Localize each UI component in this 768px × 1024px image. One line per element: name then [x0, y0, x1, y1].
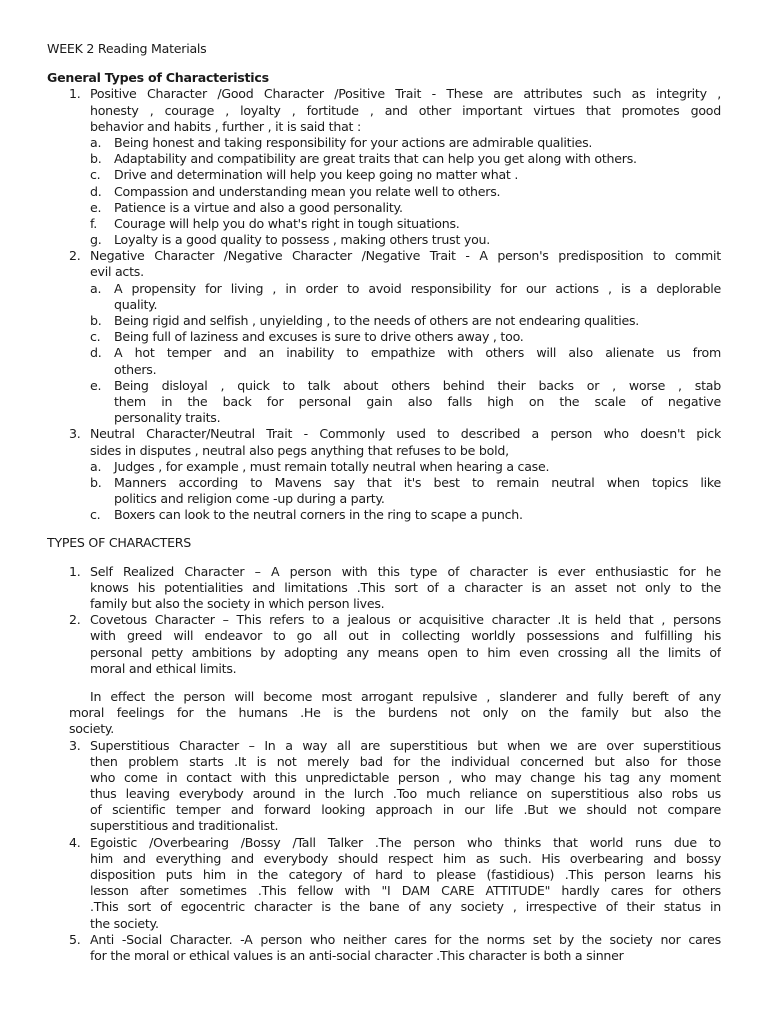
- list-number: b.: [90, 151, 102, 167]
- sub-item-line: [47, 345, 721, 361]
- line-text: Patience is a virtue and also a good personality.: [114, 199, 403, 215]
- sub-item-line: [47, 184, 721, 200]
- list-number: c.: [90, 167, 101, 183]
- list-number: c.: [90, 507, 101, 523]
- line-text: personal petty ambitions by adopting any means open to him even crossing all the limits of: [90, 644, 721, 660]
- line-text: honesty , courage , loyalty , fortitude , and other important virtues that promotes good: [90, 102, 721, 118]
- list-item-line: [47, 883, 721, 899]
- list-item-line: [47, 916, 721, 932]
- spacer: [47, 552, 721, 564]
- list-number: e.: [90, 199, 102, 215]
- paragraph-line: [47, 705, 721, 721]
- line-text: superstitious and traditionalist.: [90, 818, 279, 834]
- line-text: Being honest and taking responsibility for your actions are admirable qualities.: [114, 134, 593, 150]
- line-text: Courage will help you do what's right in tough situations.: [114, 215, 460, 231]
- list-number: a.: [90, 458, 102, 474]
- list-item-line: [47, 948, 721, 964]
- section-title: General Types of Characteristics: [47, 70, 269, 86]
- list-number: d.: [90, 183, 102, 199]
- list-number: 1.: [69, 563, 81, 579]
- section-title: TYPES OF CHARACTERS: [47, 535, 192, 551]
- line-text: A propensity for living , in order to avoid responsibility for our actions , is a deplorable: [114, 280, 721, 296]
- document-body: [47, 41, 721, 964]
- list-item-line: [47, 248, 721, 264]
- list-item-line: [47, 645, 721, 661]
- sub-item-line: [47, 297, 721, 313]
- line-text: him and everything and everybody should respect him as such. His overbearing and bossy: [90, 850, 721, 866]
- line-text: Adaptability and compatibility are great traits that can help you get along with others.: [114, 151, 637, 167]
- list-item-line: [47, 596, 721, 612]
- list-item-line: [47, 86, 721, 102]
- list-item-line: [47, 443, 721, 459]
- line-text: politics and religion come -up during a party.: [114, 491, 385, 507]
- paragraph-line: [47, 721, 721, 737]
- list-item-line: [47, 738, 721, 754]
- line-text: family but also the society in which person lives.: [90, 596, 385, 611]
- line-text: others.: [114, 361, 157, 377]
- list-item-line: [47, 770, 721, 786]
- sub-item-line: [47, 378, 721, 394]
- line-text: then problem starts .It is not merely bad for the individual concerned but also for those: [90, 753, 721, 769]
- line-text: Being full of laziness and excuses is sure to drive others away , too.: [114, 329, 524, 345]
- line-text: disposition puts him in the category of hard to please (fastidious) .This person learns his: [90, 867, 721, 882]
- list-item-line: [47, 786, 721, 802]
- line-text: behavior and habits , further , it is said that :: [90, 118, 361, 134]
- list-item-line: [47, 818, 721, 834]
- list-item-line: [47, 264, 721, 280]
- list-number: 1.: [69, 86, 81, 102]
- line-text: personality traits.: [114, 410, 221, 426]
- line-text: Loyalty is a good quality to possess , making others trust you.: [114, 232, 491, 248]
- spacer: [47, 677, 721, 689]
- list-item-line: [47, 564, 721, 580]
- spacer: [47, 523, 721, 535]
- line-text: society.: [69, 721, 115, 737]
- list-number: e.: [90, 377, 102, 393]
- list-number: 5.: [69, 931, 81, 947]
- paragraph-line: [47, 689, 721, 705]
- list-item-line: [47, 754, 721, 770]
- line-text: the society.: [90, 915, 159, 931]
- line-text: Being rigid and selfish , unyielding , to the needs of others are not endearing qualities.: [114, 313, 640, 328]
- list-item-line: [47, 628, 721, 644]
- line-text: Negative Character /Negative Character /Negative Trait - A person's predisposition to commit: [90, 248, 721, 264]
- list-item-line: [47, 835, 721, 851]
- line-text: evil acts.: [90, 264, 144, 280]
- line-text: knows his potentialities and limitations .This sort of a character is an asset not only to the: [90, 579, 721, 595]
- line-text: Drive and determination will help you keep going no matter what .: [114, 167, 519, 183]
- list-number: c.: [90, 329, 101, 345]
- line-text: Anti -Social Character. -A person who neither cares for the norms set by the society nor cares: [90, 931, 721, 947]
- list-number: b.: [90, 474, 102, 490]
- line-text: Compassion and understanding mean you relate well to others.: [114, 183, 501, 199]
- line-text: Being disloyal , quick to talk about others behind their backs or , worse , stab: [114, 377, 721, 393]
- list-item-line: [47, 426, 721, 442]
- line-text: quality.: [114, 296, 158, 312]
- list-number: 4.: [69, 834, 81, 850]
- header-title: WEEK 2 Reading Materials: [47, 41, 207, 56]
- line-text: sides in disputes , neutral also pegs anything that refuses to be bold,: [90, 442, 509, 458]
- line-text: of scientific temper and forward looking approach in our life .But we should not compare: [90, 802, 721, 818]
- list-number: a.: [90, 134, 102, 150]
- line-text: Manners according to Mavens say that it's best to remain neutral when topics like: [114, 474, 721, 490]
- list-item-line: [47, 867, 721, 883]
- sub-item-line: [47, 151, 721, 167]
- line-text: A hot temper and an inability to empathize with others will also alienate us from: [114, 345, 721, 361]
- list-item-line: [47, 661, 721, 677]
- sub-item-line: [47, 491, 721, 507]
- sub-item-line: [47, 507, 721, 523]
- list-number: 3.: [69, 426, 81, 442]
- list-item-line: [47, 899, 721, 915]
- line-text: Superstitious Character – In a way all are superstitious but when we are over superstitious: [90, 737, 721, 753]
- line-text: thus leaving everybody around in the lurch .Too much reliance on superstitious also robs us: [90, 786, 721, 802]
- list-number: 2.: [69, 248, 81, 264]
- list-number: g.: [90, 232, 102, 248]
- line-text: Judges , for example , must remain totally neutral when hearing a case.: [114, 458, 550, 474]
- sub-item-line: [47, 410, 721, 426]
- line-text: moral and ethical limits.: [90, 660, 237, 676]
- sub-item-line: [47, 475, 721, 491]
- sub-item-line: [47, 394, 721, 410]
- sub-item-line: [47, 216, 721, 232]
- list-item-line: [47, 612, 721, 628]
- list-number: b.: [90, 313, 102, 328]
- line-text: Covetous Character – This refers to a jealous or acquisitive character .It is held that , persons: [90, 612, 721, 628]
- sub-item-line: [47, 135, 721, 151]
- line-text: them in the back for personal gain also falls high on the scale of negative: [114, 393, 721, 409]
- line-text: for the moral or ethical values is an anti-social character .This character is both a sinner: [90, 947, 624, 963]
- list-item-line: [47, 932, 721, 948]
- line-text: who come in contact with this unpredictable person , who may change his tag any moment: [90, 769, 721, 785]
- line-text: In effect the person will become most arrogant repulsive , slanderer and fully bereft of any: [90, 688, 721, 704]
- sub-item-line: [47, 200, 721, 216]
- line-text: Neutral Character/Neutral Trait - Commonly used to described a person who doesn't pick: [90, 426, 721, 442]
- sub-item-line: [47, 313, 721, 329]
- sub-item-line: [47, 362, 721, 378]
- list-item-line: [47, 119, 721, 135]
- line-text: Self Realized Character – A person with this type of character is ever enthusiastic for he: [90, 563, 721, 579]
- sub-item-line: [47, 281, 721, 297]
- list-number: f.: [90, 215, 98, 231]
- list-number: 3.: [69, 737, 81, 753]
- list-item-line: [47, 802, 721, 818]
- list-item-line: [47, 580, 721, 596]
- line-text: moral feelings for the humans .He is the burdens not only on the family but also the: [69, 705, 721, 721]
- list-item-line: [47, 851, 721, 867]
- sub-item-line: [47, 167, 721, 183]
- sub-item-line: [47, 329, 721, 345]
- line-text: Egoistic /Overbearing /Bossy /Tall Talker .The person who thinks that world runs due to: [90, 834, 721, 850]
- line-text: lesson after sometimes .This fellow with "I DAM CARE ATTITUDE" hardly cares for others: [90, 883, 721, 899]
- line-text: Positive Character /Good Character /Positive Trait - These are attributes such as integrity ,: [90, 86, 721, 102]
- line-text: .This sort of egocentric character is the bane of any society , irrespective of their status in: [90, 899, 721, 915]
- list-item-line: [47, 103, 721, 119]
- line-text: with greed will endeavor to go all out in collecting worldly possessions and fulfilling his: [90, 628, 721, 644]
- line-text: Boxers can look to the neutral corners in the ring to scape a punch.: [114, 507, 523, 523]
- list-number: 2.: [69, 612, 81, 628]
- list-number: a.: [90, 280, 102, 296]
- sub-item-line: [47, 232, 721, 248]
- list-number: d.: [90, 345, 102, 361]
- sub-item-line: [47, 459, 721, 475]
